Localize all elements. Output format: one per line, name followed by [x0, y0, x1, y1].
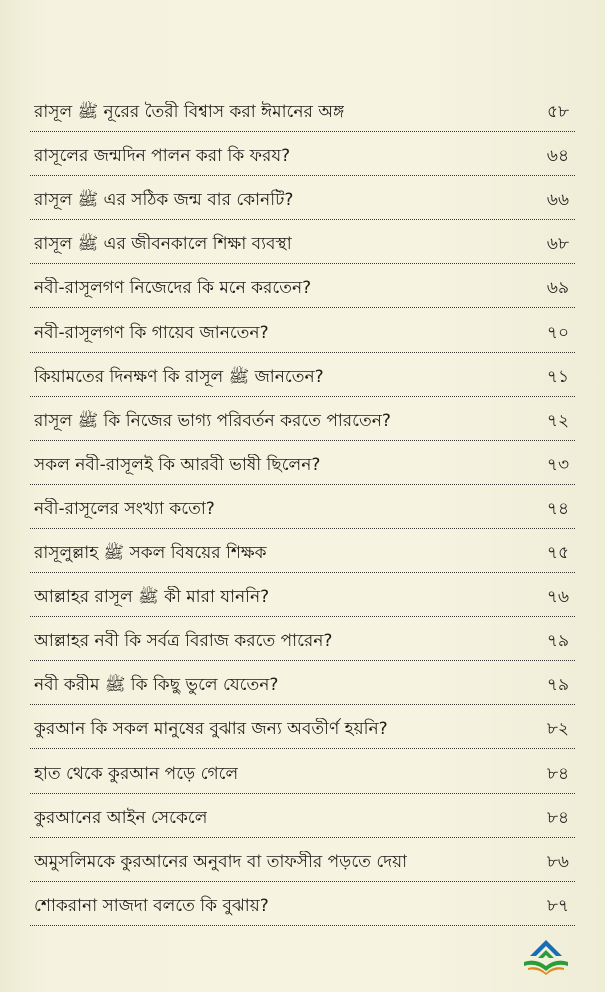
toc-entry-page-number: ৭৪ [546, 498, 569, 519]
toc-entry-title: অমুসলিমকে কুরআনের অনুবাদ বা তাফসীর পড়তে দেয়া [34, 851, 408, 872]
toc-entry [30, 397, 575, 441]
toc-entry [30, 308, 575, 352]
toc-entry-title: নবী করীম ﷺ কি কিছু ভুলে যেতেন? [34, 675, 279, 696]
toc-entry-page-number: ৮৪ [546, 807, 569, 828]
toc-entry-title: কিয়ামতের দিনক্ষণ কি রাসূল ﷺ জানতেন? [34, 366, 324, 387]
toc-entry-title: রাসূলের জন্মদিন পালন করা কি ফরয? [34, 146, 291, 167]
toc-entry [30, 485, 575, 529]
toc-entry [30, 529, 575, 573]
toc-entry [30, 220, 575, 264]
toc-entry [30, 573, 575, 617]
toc-entry-page-number: ৬৮ [546, 234, 569, 255]
table-of-contents [30, 88, 575, 926]
toc-entry-title: শোকরানা সাজদা বলতে কি বুঝায়? [34, 895, 269, 916]
toc-entry [30, 794, 575, 838]
toc-entry-page-number: ৫৮ [546, 102, 569, 123]
toc-entry [30, 705, 575, 749]
toc-entry-page-number: ৬৯ [546, 278, 569, 299]
toc-entry-title: আল্লাহর নবী কি সর্বত্র বিরাজ করতে পারেন? [34, 631, 333, 652]
toc-entry [30, 882, 575, 926]
toc-entry [30, 264, 575, 308]
toc-entry-title: রাসূল ﷺ এর জীবনকালে শিক্ষা ব্যবস্থা [34, 234, 292, 255]
toc-entry-page-number: ৮৭ [546, 895, 569, 916]
toc-entry-page-number: ৬৬ [546, 190, 569, 211]
toc-entry-page-number: ৭৯ [546, 631, 569, 652]
toc-entry-page-number: ৭৬ [546, 587, 569, 608]
toc-entry-title: নবী-রাসূলগণ নিজেদের কি মনে করতেন? [34, 278, 312, 299]
toc-entry [30, 749, 575, 793]
toc-entry-page-number: ৭১ [546, 366, 569, 387]
toc-entry [30, 88, 575, 132]
toc-entry [30, 132, 575, 176]
toc-entry-page-number: ৭৯ [546, 675, 569, 696]
toc-entry [30, 176, 575, 220]
toc-entry [30, 353, 575, 397]
toc-entry-title: রাসূল ﷺ কি নিজের ভাগ্য পরিবর্তন করতে পারতেন? [34, 410, 391, 431]
toc-entry-title: সকল নবী-রাসূলই কি আরবী ভাষী ছিলেন? [34, 454, 321, 475]
toc-entry-page-number: ৭২ [546, 410, 569, 431]
toc-entry-title: রাসূলুল্লাহ ﷺ সকল বিষয়ের শিক্ষক [34, 543, 267, 564]
toc-entry-page-number: ৮৬ [546, 851, 569, 872]
toc-entry-page-number: ৬৪ [546, 146, 569, 167]
toc-entry-title: কুরআন কি সকল মানুষের বুঝার জন্য অবতীর্ণ হয়নি? [34, 719, 388, 740]
toc-entry [30, 838, 575, 882]
toc-entry [30, 441, 575, 485]
toc-entry-title: নবী-রাসূলের সংখ্যা কতো? [34, 498, 215, 519]
toc-entry-title: নবী-রাসূলগণ কি গায়েব জানতেন? [34, 322, 269, 343]
toc-entry [30, 617, 575, 661]
toc-entry-title: কুরআনের আইন সেকেলে [34, 807, 208, 828]
toc-entry-title: রাসূল ﷺ নূরের তৈরী বিশ্বাস করা ঈমানের অঙ্গ [34, 102, 345, 123]
toc-entry-title: হাত থেকে কুরআন পড়ে গেলে [34, 763, 239, 784]
toc-entry-page-number: ৮২ [546, 719, 569, 740]
toc-entry-page-number: ৭৫ [546, 543, 569, 564]
toc-entry-title: আল্লাহর রাসূল ﷺ কী মারা যাননি? [34, 587, 270, 608]
publisher-logo-icon [518, 936, 574, 976]
toc-entry [30, 661, 575, 705]
toc-entry-title: রাসূল ﷺ এর সঠিক জন্ম বার কোনটি? [34, 190, 294, 211]
toc-entry-page-number: ৮৪ [546, 763, 569, 784]
toc-entry-page-number: ৭৩ [546, 454, 569, 475]
toc-entry-page-number: ৭০ [546, 322, 569, 343]
